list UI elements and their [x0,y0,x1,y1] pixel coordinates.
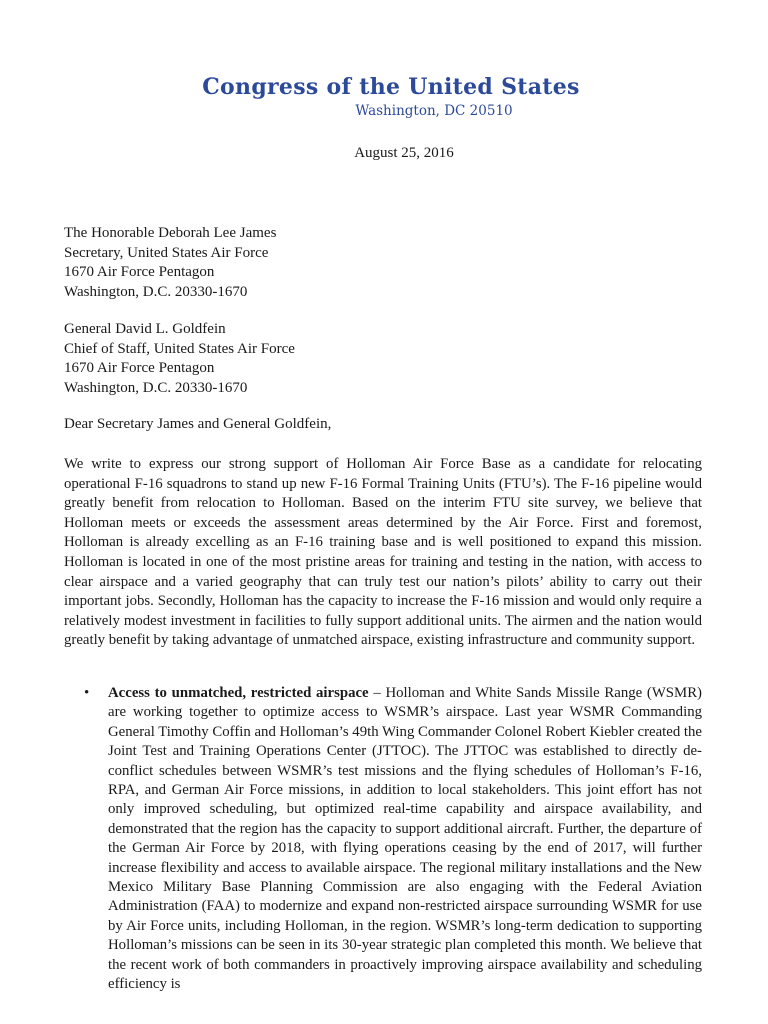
body-paragraph: We write to express our strong support of Holloman Air Force Base as a candidate for relocating operational F-16 squadrons to stand up new F-16 Formal Training Units (FTU’s). The F-16 pipeline would greatly benefit from relocation to Holloman. Based on the interim FTU site survey, we believe that Holloman meets or exceeds the assessment areas determined by the Air Force. First and foremost, Holloman is already excelling as an F-16 training base and is well positioned to expand this mission. Holloman is located in one of the most pristine areas for training and testing in the nation, with access to clear airspace and a varied geography that can truly test our nation’s pilots’ ability to carry out their important jobs. Secondly, Holloman has the capacity to increase the F-16 mission and would only require a relatively modest investment in facilities to fully support additional units. The airmen and the nation would greatly benefit by taking advantage of unmatched airspace, existing infrastructure and community support. [64,456,702,649]
address-line: Washington, D.C. 20330-1670 [64,379,248,396]
letterhead-title: Congress of the United States [202,74,580,100]
salutation: Dear Secretary James and General Goldfein, [64,416,332,432]
address-line: General David L. Goldfein [64,321,226,337]
address-line: 1670 Air Force Pentagon [64,360,215,377]
address-line: Chief of Staff, United States Air Force [64,340,295,357]
address-line: Washington, D.C. 20330-1670 [64,283,248,300]
bullet-text [108,684,702,995]
recipient-address-2 [64,320,295,398]
letterhead-city: Washington, DC 20510 [355,103,513,119]
letterhead [0,74,768,120]
recipient-address-1 [64,224,276,302]
bullet-heading: Access to unmatched, restricted airspace [108,685,369,701]
letter-date: August 25, 2016 [354,145,454,161]
address-line: Secretary, United States Air Force [64,244,269,261]
address-line: The Honorable Deborah Lee James [64,225,277,241]
bullet-marker: • [84,685,90,701]
bullet-body: – Holloman and White Sands Missile Range (WSMR) are working together to optimize access to WSMR’s airspace. Last year WSMR Commanding General Timothy Coffin and Holloman’s 49th Wing Commander Colonel Robert Kiebler created the Joint Test and Training Operations Center (JTTOC). The JTTOC was established to directly de-conflict schedules between WSMR’s test missions and the flying schedules of Holloman’s F-16, RPA, and German Air Force missions, in addition to local stakeholders. This joint effort has not only improved scheduling, but optimized real-time capability and airspace availability, and demonstrated that the region has the capacity to support additional aircraft. Further, the departure of the German Air Force by 2018, with flying operations ceasing by the end of 2017, will further increase flexibility and access to available airspace. The regional military installations and the New Mexico Military Base Planning Commission are also engaging with the Federal Aviation Administration (FAA) to modernize and expand non-restricted airspace surrounding WSMR for use by Air Force units, including Holloman, in the region. WSMR’s long-term dedication to supporting Holloman’s missions can be seen in its 30-year strategic plan completed this month. We believe that the recent work of both commanders in proactively improving airspace availability and scheduling efficiency is [108,685,702,993]
address-line: 1670 Air Force Pentagon [64,264,215,281]
